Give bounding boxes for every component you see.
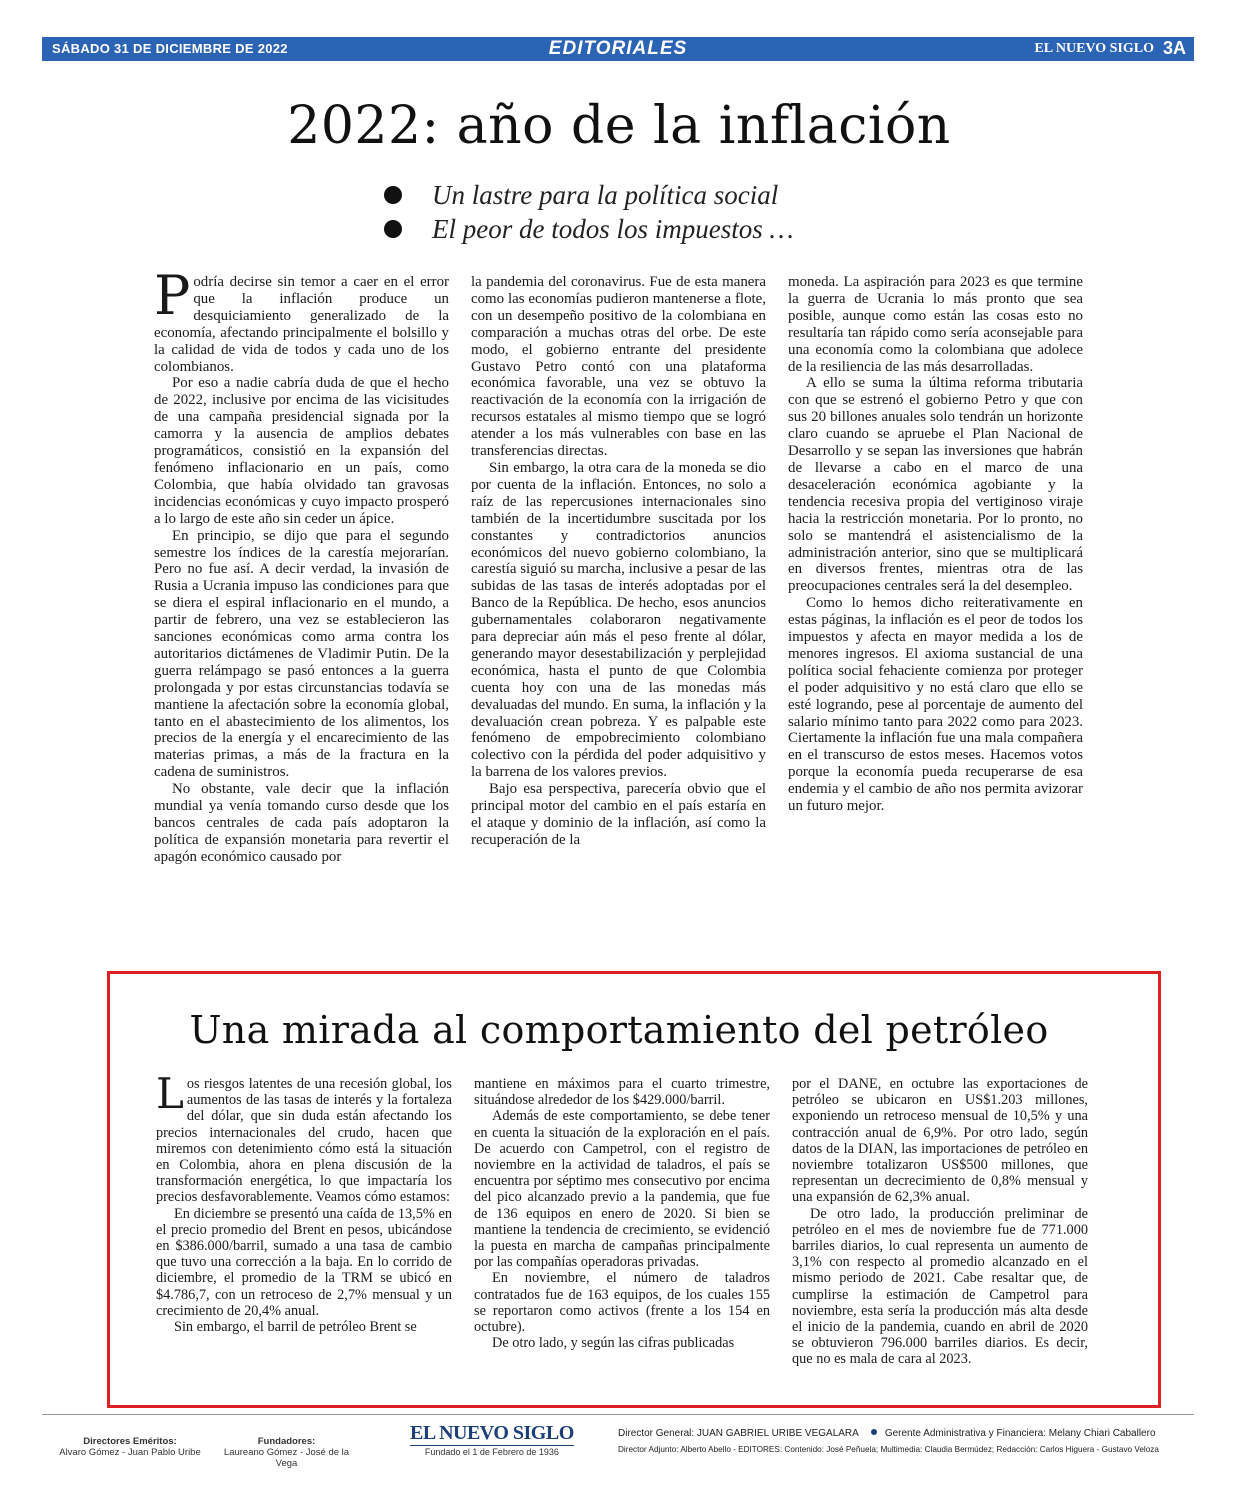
paragraph: Sin embargo, la otra cara de la moneda se dio por cuenta de la inflación. Entonces, no solo a raíz de las repercusiones internacionales sino también de la incertidumbre suscitada por los constantes y contradictorios anuncios económicos del nuevo gobierno colombiano, la carestía siguió su marcha, inclusive a pesar de las subidas de las tasas de interés adoptadas por el Banco de la República. De hecho, esos anuncios gubernamentales colaboraron negativamente para depreciar aún más el peso frente al dólar, generando mayor desestabilización y perplejidad económica, hasta el punto de que Colombia cuenta hoy con una de las monedas más devaluadas del mundo. En suma, la inflación y la devaluación crean pobreza. Y es palpable este fenómeno de empobrecimiento colombiano colectivo con la pérdida del poder adquisitivo y la barrena de los valores previos. xyxy=(471,459,766,781)
admin-manager: Gerente Administrativa y Financiera: Melany Chiari Caballero xyxy=(884,1428,1156,1439)
newspaper-brand: EL NUEVO SIGLO xyxy=(1034,41,1154,56)
oil-column-2 xyxy=(474,1076,770,1386)
footer-logo xyxy=(410,1422,574,1457)
separator-dot-icon xyxy=(871,1429,877,1435)
drop-cap: P xyxy=(154,274,191,327)
editorial-deck xyxy=(384,178,794,246)
oil-column-3 xyxy=(792,1076,1088,1386)
drop-cap: L xyxy=(156,1076,184,1118)
paragraph: De otro lado, la producción preliminar de petróleo en el mes de noviembre fue de 771.000 barriles diarios, lo cual representa un aumento de 3,1% con respecto al promedio alcanzado en el mismo periodo de 2021. Cabe resaltar que, de cumplirse la estimación de Campetrol para noviembre, esta sería la producción más alta desde el inicio de la pandemia, cuando en abril de 2020 se obtuvieron 796.000 barriles diarios. Es decir, que no es mala de cara al 2023. xyxy=(792,1205,1088,1368)
editorial-column-2 xyxy=(471,274,766,944)
deck-text: Un lastre para la política social xyxy=(432,179,779,210)
editors-line: Director Adjunto: Alberto Abello - EDITORES: Contenido: José Peñuela; Multimedia: Claudia Bermúdez; Redacción: Carlos Higuera - Gustavo Veloza xyxy=(618,1445,1159,1454)
section-title: EDITORIALES xyxy=(548,38,688,59)
editorial-headline: 2022: año de la inflación xyxy=(287,96,951,156)
paragraph: Sin embargo, el barril de petróleo Brent se xyxy=(174,1319,417,1336)
newspaper-logo: EL NUEVO SIGLO xyxy=(410,1422,574,1444)
deck-text: El peor de todos los impuestos … xyxy=(432,213,794,244)
founders xyxy=(214,1436,359,1469)
paragraph: Además de este comportamiento, se debe tener en cuenta la situación de la exploración en el país. De acuerdo con Campetrol, con el registro de noviembre en la actividad de taladros, el país se encuentra por séptimo mes consecutivo por encima del pico alcanzado previo a la pandemia, que fue de 136 equipos en enero de 2020. Si bien se mantiene la tendencia de crecimiento, se evidenció la puesta en marcha de campañas principalmente por las compañías operadoras privadas. xyxy=(474,1108,770,1271)
oil-article-headline: Una mirada al comportamiento del petróleo xyxy=(189,1008,1049,1052)
paragraph: Como lo hemos dicho reiterativamente en estas páginas, la inflación es el peor de todos los impuestos y afecta en mayor medida a los de menores ingresos. El axioma sustancial de una política social fehaciente comienza por proteger el poder adquisitivo y no está claro que ello se esté logrando, pese al porcentaje de aumento del salario mínimo tanto para 2022 como para 2023. Ciertamente la inflación fue una mala compañera en el transcurso de estos meses. Hacemos votos porque la economía pueda recuperarse de esa endemia y el cambio de año nos permita avizorar un futuro mejor. xyxy=(788,595,1083,815)
page-number: 3A xyxy=(1162,38,1186,58)
paragraph: moneda. La aspiración para 2023 es que termine la guerra de Ucrania lo más pronto que sea posible, aunque como están las cosas esto no resultaría tan rápido como sería aconsejable para una economía como la colombiana que adolece de la resiliencia de las más desarrolladas. xyxy=(788,274,1083,375)
deck-line xyxy=(384,212,794,246)
paragraph: Bajo esa perspectiva, parecería obvio que el principal motor del cambio en el país estaría en el ataque y dominio de la inflación, así como la recuperación de la xyxy=(471,781,766,848)
paragraph: De otro lado, y según las cifras publicadas xyxy=(492,1335,735,1352)
oil-column-1 xyxy=(156,1076,452,1386)
founders-names: Laureano Gómez - José de la Vega xyxy=(223,1447,350,1469)
paragraph: No obstante, vale decir que la inflación mundial ya venía tomando curso desde que los bancos centrales de cada país adoptaron la política de expansión monetaria para revertir el apagón económico causado por xyxy=(154,781,449,865)
founders-label: Fundadores: xyxy=(257,1436,316,1447)
oil-article-body xyxy=(156,1076,1088,1386)
bullet-icon xyxy=(384,186,402,204)
paragraph: la pandemia del coronavirus. Fue de esta manera como las economías pudieron mantenerse a flote, con un desempeño positivo de la colombiana en comparación a muchas otras del orbe. De este modo, el gobierno entrante del presidente Gustavo Petro contó con una plataforma económica favorable, una vez se obtuvo la reactivación de la economía con la irrigación de recursos estatales al mismo tiempo que se logró atender a los más vulnerables con base en las transferencias directas. xyxy=(471,274,766,460)
emeritus-names: Alvaro Gómez - Juan Pablo Uribe xyxy=(59,1447,201,1458)
paragraph: En diciembre se presentó una caída de 13,5% en el precio promedio del Brent en pesos, ubicándose en $386.000/barril, sumado a una tasa de cambio que tuvo una corrección a la baja. En lo corrido de diciembre, el promedio de la TRM se ubicó en $4.786,7, con un retroceso de 2,7% mensual y un crecimiento de 20,4% anual. xyxy=(156,1205,452,1319)
issue-date: SÁBADO 31 DE DICIEMBRE DE 2022 xyxy=(52,41,288,56)
bullet-icon xyxy=(384,220,402,238)
paragraph: En principio, se dijo que para el segundo semestre los índices de la carestía mejorarían. Pero no fue así. A decir verdad, la invasión de Rusia a Ucrania impuso las condiciones para que se diera el espiral inflacionario en el mundo, a partir de febrero, una vez se establecieron las sanciones económicas como arma contra los autoritarios dictámenes de Vladimir Putin. De la guerra relámpago se pasó entonces a la guerra prolongada y por estas circunstancias todavía se mantiene la afectación sobre la economía global, tanto en el abastecimiento de los alimentos, los precios de la energía y el encarecimiento de las materias primas, a más de la fractura en la cadena de suministros. xyxy=(154,527,449,781)
footer-divider xyxy=(42,1414,1194,1415)
emeritus-directors xyxy=(50,1436,210,1458)
founded-date: Fundado el 1 de Febrero de 1936 xyxy=(410,1445,574,1457)
general-director: Director General: JUAN GABRIEL URIBE VEGALARA xyxy=(618,1428,859,1439)
paragraph: En noviembre, el número de taladros contratados fue de 163 equipos, de los cuales 155 se reportaron como activos (frente a los 154 en octubre). xyxy=(474,1270,770,1336)
paragraph: Los riesgos latentes de una recesión global, los aumentos de las tasas de interés y la fortaleza del dólar, que sin duda están afectando los precios internacionales del crudo, hacen que miremos con detenimiento cómo está la situación en Colombia, ahora en plena discusión de la transformación energética, lo que impactaría los precios desfavorablemente. Veamos cómo estamos: xyxy=(156,1076,452,1206)
staff-credits xyxy=(618,1428,1159,1454)
paragraph: Por eso a nadie cabría duda de que el hecho de 2022, inclusive por encima de las vicisitudes de una campaña presidencial signada por la camorra y la ausencia de amplios debates programáticos, consistió en la expansión del fenómeno inflacionario en un país, como Colombia, que había olvidado tan gravosas incidencias económicas y cuyo impacto prosperó a lo largo de este año sin ceder un ápice. xyxy=(154,375,449,527)
deck-line xyxy=(384,178,794,212)
paragraph: mantiene en máximos para el cuarto trimestre, situándose alrededor de los $429.000/barril. xyxy=(474,1076,770,1109)
paragraph: A ello se suma la última reforma tributaria con que se estrenó el gobierno Petro y que con sus 20 billones anuales solo tendrán un horizonte claro cuando se apruebe el Plan Nacional de Desarrollo y se sepan las inversiones que habrán de llevarse a cabo en el marco de una desaceleración económica agobiante y la tendencia recesiva propia del vertiginoso viraje hacia la restricción monetaria. Por lo pronto, no solo se mantendrá el asistencialismo de la administración anterior, sino que se multiplicará en diversos frentes, mientras otra de las preocupaciones centrales será la del desempleo. xyxy=(788,375,1083,595)
editorial-body xyxy=(154,274,1083,944)
editorial-column-3 xyxy=(788,274,1083,944)
emeritus-label: Directores Eméritos: xyxy=(83,1436,177,1447)
paragraph: por el DANE, en octubre las exportaciones de petróleo se ubicaron en US$1.203 millones, exponiendo un retroceso mensual de 10,5% y una contracción anual de 6,9%. Por otro lado, según datos de la DIAN, las importaciones de petróleo en noviembre totalizaron US$500 millones, que representan un decrecimiento de 0,8% mensual y una expansión de 62,3% anual. xyxy=(792,1076,1088,1206)
editorial-column-1 xyxy=(154,274,449,944)
page-header-bar xyxy=(42,37,1194,61)
paragraph: Podría decirse sin temor a caer en el error que la inflación produce un desquiciamiento generalizado de la economía, afectando principalmente el bolsillo y la calidad de vida de todos y cada uno de los colombianos. xyxy=(154,274,449,375)
